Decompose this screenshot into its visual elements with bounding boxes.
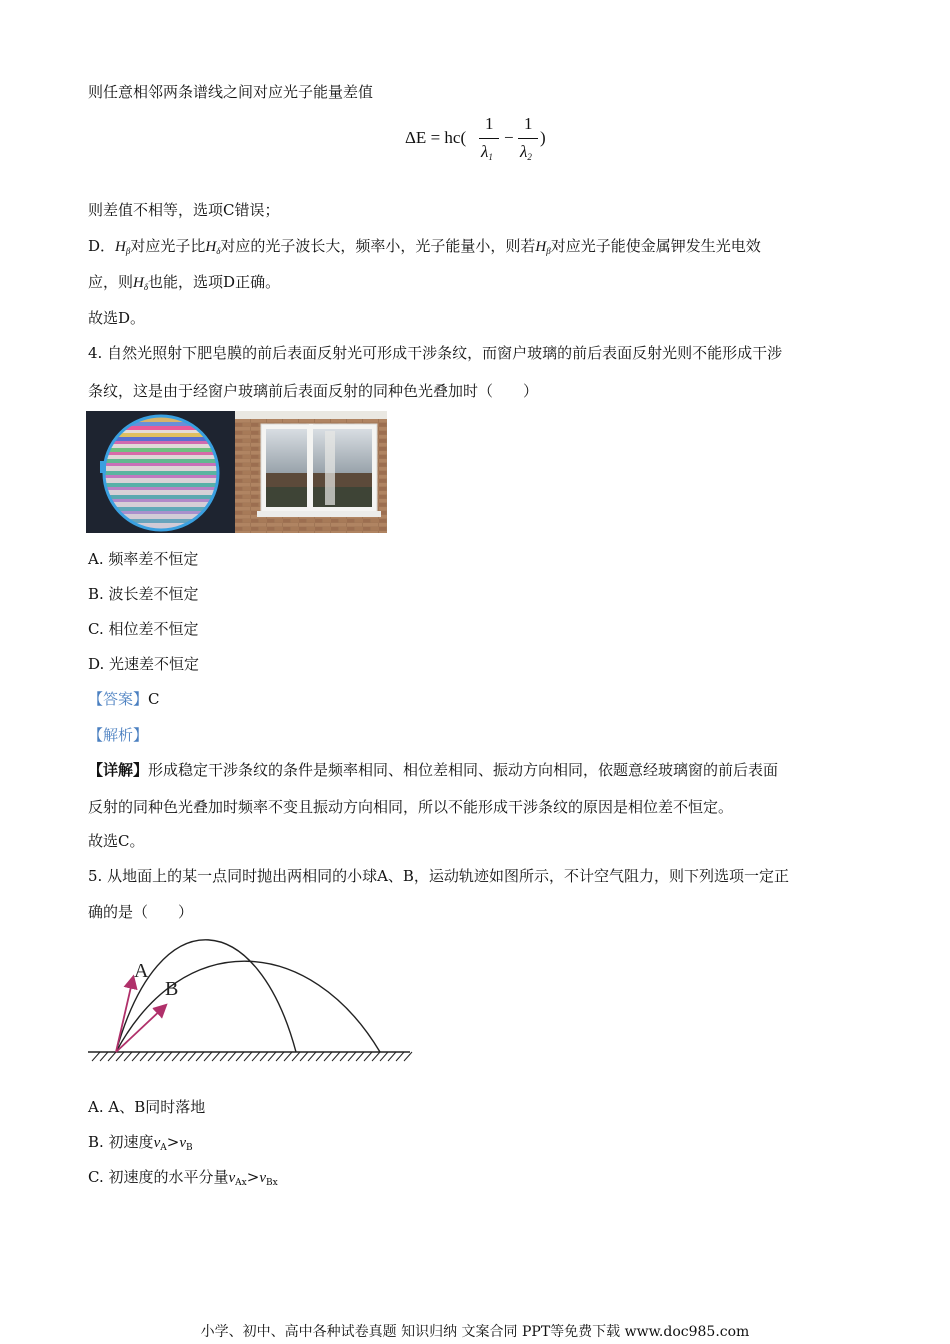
q4-choose: 故选C。 bbox=[88, 832, 145, 850]
projectile-trajectory-diagram bbox=[88, 930, 413, 1065]
ground-hatch-mark bbox=[260, 1052, 268, 1061]
q4-stem: 条纹，这是由于经窗户玻璃前后表面反射的同种色光叠加时（ ） bbox=[88, 382, 539, 400]
label-a: A bbox=[134, 960, 149, 982]
q5-stem: 确的是（ ） bbox=[88, 903, 194, 921]
option-d-line-1: D．$H_\beta$对应光子比$H_\delta$对应的光子波长大，频率小，光子能量小，则若$H_\beta$对应光子能使金属钾发生光电效 bbox=[88, 237, 761, 256]
page-footer: 小学、初中、高中各种试卷真题 知识归纳 文案合同 PPT等免费下载 www.doc985.com bbox=[200, 1324, 750, 1340]
answer-label: 【答案】 bbox=[88, 690, 149, 708]
ground-hatch-mark bbox=[348, 1052, 356, 1061]
q5-stem: 5. 从地面上的某一点同时抛出两相同的小球A、B，运动轨迹如图所示，不计空气阻力，则下列选项一定正 bbox=[88, 867, 789, 885]
window-glass-image bbox=[235, 411, 387, 533]
detail-label: 【详解】 bbox=[88, 761, 149, 779]
label-b: B bbox=[165, 978, 179, 1000]
ground-hatch-mark bbox=[148, 1052, 156, 1061]
ground-hatch-mark bbox=[140, 1052, 148, 1061]
ground-hatch-mark bbox=[124, 1052, 132, 1061]
q5-option-a[interactable]: A. A、B同时落地 bbox=[88, 1098, 206, 1116]
choose-line: 故选D。 bbox=[88, 309, 146, 327]
q4-detail: 反射的同种色光叠加时频率不变且振动方向相同，所以不能形成干涉条纹的原因是相位差不恒定。 bbox=[88, 798, 734, 816]
ground-hatch-mark bbox=[100, 1052, 108, 1061]
ground-hatch-mark bbox=[308, 1052, 316, 1061]
q4-answer bbox=[88, 689, 160, 709]
q4-detail: 【详解】形成稳定干涉条纹的条件是频率相同、相位差相同、振动方向相同，依题意经玻璃窗的前后表面 bbox=[88, 761, 779, 779]
ground-hatch-mark bbox=[108, 1052, 116, 1061]
intro-line: 则差值不相等，选项C错误； bbox=[88, 201, 280, 219]
ground-hatch-mark bbox=[220, 1052, 228, 1061]
ground-hatch-mark bbox=[284, 1052, 292, 1061]
fraction-bar-2 bbox=[518, 138, 538, 139]
ground-hatch-mark bbox=[292, 1052, 300, 1061]
ground-hatch-mark bbox=[236, 1052, 244, 1061]
formula-lhs: ΔE = hc( bbox=[405, 128, 467, 147]
ground-hatch-mark bbox=[268, 1052, 276, 1061]
ground-hatch-mark bbox=[372, 1052, 380, 1061]
ground-hatch-mark bbox=[316, 1052, 324, 1061]
ground-hatch-mark bbox=[244, 1052, 252, 1061]
ground-hatch-mark bbox=[380, 1052, 388, 1061]
ground-hatch-mark bbox=[300, 1052, 308, 1061]
q5-option-c[interactable]: C. 初速度的水平分量$v_{Ax}>v_{Bx}$ bbox=[88, 1168, 278, 1188]
ground-hatch-mark bbox=[132, 1052, 140, 1061]
formula-close: ) bbox=[540, 128, 546, 147]
formula-den-1: $\lambda_1$ bbox=[481, 142, 493, 162]
ground-hatch-mark bbox=[324, 1052, 332, 1061]
q4-stem: 4. 自然光照射下肥皂膜的前后表面反射光可形成干涉条纹，而窗户玻璃的前后表面反射光则不能形成干涉 bbox=[88, 344, 783, 362]
soap-film-interference-image bbox=[86, 411, 235, 533]
formula-num-2: 1 bbox=[524, 114, 533, 133]
intro-line: 则任意相邻两条谱线之间对应光子能量差值 bbox=[88, 83, 374, 101]
ground-hatch-mark bbox=[180, 1052, 188, 1061]
ground-hatch-mark bbox=[116, 1052, 124, 1061]
q4-option-b[interactable]: B. 波长差不恒定 bbox=[88, 585, 199, 603]
ground-hatch-mark bbox=[92, 1052, 100, 1061]
ground-hatch-mark bbox=[156, 1052, 164, 1061]
ground-hatch-mark bbox=[340, 1052, 348, 1061]
ground-hatch-mark bbox=[172, 1052, 180, 1061]
q4-analysis-label: 【解析】 bbox=[88, 726, 149, 744]
ground-hatch-mark bbox=[212, 1052, 220, 1061]
q4-option-a[interactable]: A. 频率差不恒定 bbox=[88, 550, 199, 568]
q4-option-d[interactable]: D. 光速差不恒定 bbox=[88, 655, 200, 673]
ground-hatch-mark bbox=[276, 1052, 284, 1061]
formula-num-1: 1 bbox=[485, 114, 494, 133]
ground-hatch-mark bbox=[164, 1052, 172, 1061]
ground-hatch-mark bbox=[228, 1052, 236, 1061]
ground-hatch-mark bbox=[196, 1052, 204, 1061]
fraction-bar-1 bbox=[479, 138, 499, 139]
formula-den-2: $\lambda_2$ bbox=[520, 142, 532, 162]
ground-hatch-mark bbox=[388, 1052, 396, 1061]
energy-difference-formula bbox=[405, 112, 555, 168]
option-d-line-2: 应，则$H_\delta$也能，选项D正确。 bbox=[88, 273, 281, 292]
ground-hatch-mark bbox=[356, 1052, 364, 1061]
q4-option-c[interactable]: C. 相位差不恒定 bbox=[88, 620, 199, 638]
ground-hatch-mark bbox=[332, 1052, 340, 1061]
ground-hatch-mark bbox=[188, 1052, 196, 1061]
q5-option-b[interactable]: B. 初速度$v_A>v_B$ bbox=[88, 1133, 193, 1153]
answer-value: C bbox=[148, 690, 160, 708]
ground-hatch-mark bbox=[404, 1052, 412, 1061]
ground-hatch-mark bbox=[252, 1052, 260, 1061]
ground-hatch-mark bbox=[204, 1052, 212, 1061]
ground-hatch-mark bbox=[364, 1052, 372, 1061]
formula-minus: − bbox=[504, 128, 514, 147]
ground-hatch-mark bbox=[396, 1052, 404, 1061]
